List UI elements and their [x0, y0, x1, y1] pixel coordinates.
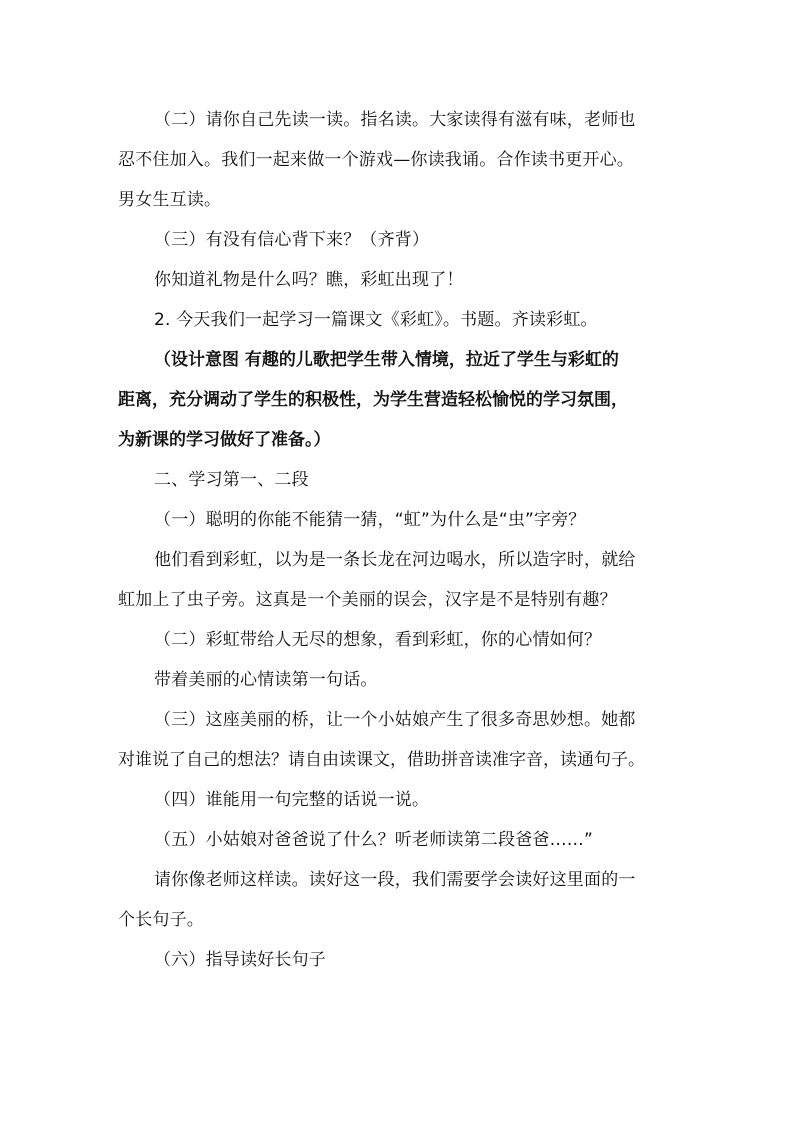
- design-intent-line: 为新课的学习做好了准备。）: [118, 430, 331, 450]
- paragraph-line: （四）谁能用一句完整的话说一说。: [154, 790, 430, 810]
- paragraph-line: （五）小姑娘对爸爸说了什么？听老师读第二段爸爸……”: [154, 830, 594, 850]
- section-heading: 二、学习第一、二段: [154, 470, 309, 490]
- paragraph-line: 2. 今天我们一起学习一篇课文《彩虹》。书题。齐读彩虹。: [154, 310, 598, 330]
- design-intent-line: 距离，充分调动了学生的积极性，为学生营造轻松愉悦的学习氛围，: [118, 390, 628, 410]
- paragraph-line: 对谁说了自己的想法？请自由读课文，借助拼音读准字音，读通句子。: [118, 750, 645, 770]
- paragraph-line: 请你像老师这样读。读好这一段，我们需要学会读好这里面的一: [154, 870, 636, 890]
- paragraph-line: （二）彩虹带给人无尽的想象，看到彩虹，你的心情如何？: [154, 630, 602, 650]
- paragraph-line: 带着美丽的心情读第一句话。: [154, 670, 378, 690]
- paragraph-line: 个长句子。: [118, 910, 204, 930]
- paragraph-line: 虹加上了虫子旁。这真是一个美丽的误会，汉字是不是特别有趣？: [118, 590, 617, 610]
- paragraph-line: （六）指导读好长句子: [154, 950, 326, 970]
- paragraph-line: （三）这座美丽的桥，让一个小姑娘产生了很多奇思妙想。她都: [154, 710, 636, 730]
- paragraph-line: （三）有没有信心背下来？（齐背）: [154, 230, 430, 250]
- document-body: [118, 100, 690, 980]
- paragraph-line: 忍不住加入。我们一起来做一个游戏—你读我诵。合作读书更开心。: [118, 150, 634, 170]
- paragraph-line: 男女生互读。: [118, 190, 222, 210]
- design-intent-line: （设计意图 有趣的儿歌把学生带入情境，拉近了学生与彩虹的: [154, 350, 619, 370]
- paragraph-line: 他们看到彩虹，以为是一条长龙在河边喝水，所以造字时，就给: [154, 550, 636, 570]
- paragraph-line: （二）请你自己先读一读。指名读。大家读得有滋有味，老师也: [154, 110, 636, 130]
- paragraph-line: （一）聪明的你能不能猜一猜，“虹”为什么是“虫”字旁？: [154, 510, 586, 530]
- paragraph-line: 你知道礼物是什么吗？瞧，彩虹出现了！: [154, 270, 464, 290]
